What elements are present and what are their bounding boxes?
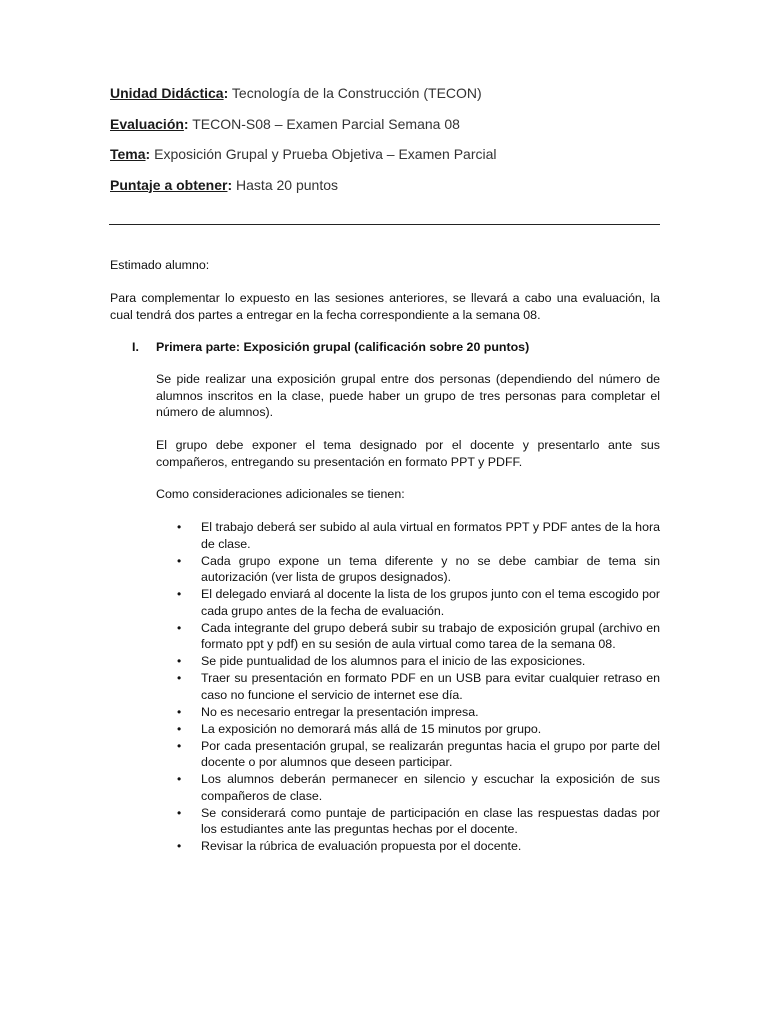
list-item [177,721,660,738]
document-header [110,84,670,206]
considerations-lead: Como consideraciones adicionales se tienen: [156,487,405,501]
bullet-icon: • [177,805,182,820]
list-item-text: Por cada presentación grupal, se realizarán preguntas hacia el grupo por parte del docente o por alumnos que deseen participar. [201,738,660,769]
bullet-icon: • [177,704,182,719]
header-row-puntaje [110,176,670,207]
bullet-icon: • [177,721,182,736]
bullet-icon: • [177,738,182,753]
header-divider [109,224,660,225]
list-item-text: No es necesario entregar la presentación impresa. [201,704,479,719]
puntaje-value: Hasta 20 puntos [232,176,338,193]
list-item [177,704,660,721]
section-paragraph-2: El grupo debe exponer el tema designado por el docente y presentarlo ante sus compañeros, entregando su presentación en formato PPT y PDFF. [156,438,660,469]
list-item-text: Se considerará como puntaje de participación en clase las respuestas dadas por los estudiantes ante las preguntas hechas por el docente. [201,805,660,836]
list-item [177,519,660,552]
list-item-text: Los alumnos deberán permanecer en silencio y escuchar la exposición de sus compañeros de clase. [201,772,660,803]
list-item [177,653,660,670]
bullet-icon: • [177,520,182,534]
list-item-text: Cada integrante del grupo deberá subir su trabajo de exposición grupal (archivo en formato ppt y pdf) en su sesión de aula virtual como tarea de la semana 08. [201,620,660,651]
tema-label: Tema [110,146,146,162]
list-item [177,586,660,619]
bullet-icon: • [177,587,182,601]
bullet-icon: • [177,620,182,635]
section-heading [110,339,660,356]
list-item [177,771,660,804]
intro-paragraph: Para complementar lo expuesto en las sesiones anteriores, se llevará a cabo una evaluación, la cual tendrá dos partes a entregar en la fecha correspondiente a la semana 08. [110,291,660,322]
evaluacion-value: TECON-S08 – Examen Parcial Semana 08 [188,115,460,132]
list-item-text: Traer su presentación en formato PDF en un USB para evitar cualquier retraso en caso no funcione el servicio de internet ese día. [201,671,660,702]
list-item [177,553,660,586]
puntaje-colon: : [227,176,233,193]
evaluacion-label: Evaluación [110,115,184,132]
list-item [177,738,660,771]
list-item-text: Revisar la rúbrica de evaluación propuesta por el docente. [201,839,522,853]
evaluacion-colon: : [183,115,189,132]
section-paragraph-1: Se pide realizar una exposición grupal entre dos personas (dependiendo del número de alumnos inscritos en la clase, puede haber un grupo de tres personas para completar el número de alumnos). [156,372,660,419]
tema-colon: : [145,146,151,162]
unidad-label: Unidad Didáctica [110,85,224,101]
list-item-text: Se pide puntualidad de los alumnos para el inicio de las exposiciones. [201,654,586,668]
section-title: Primera parte: Exposición grupal (calificación sobre 20 puntos) [156,340,530,354]
bullet-icon: • [177,839,182,853]
header-row-tema [110,145,670,176]
list-item [177,838,660,855]
list-item-text: La exposición no demorará más allá de 15 minutos por grupo. [201,721,542,736]
bullet-icon: • [177,654,182,668]
list-item-text: El delegado enviará al docente la lista de los grupos junto con el tema escogido por cada grupo antes de la fecha de evaluación. [201,587,660,618]
greeting-text: Estimado alumno: [110,258,210,272]
list-item-text: El trabajo deberá ser subido al aula virtual en formatos PPT y PDF antes de la hora de clase. [201,520,660,551]
list-item [177,670,660,703]
list-item [177,805,660,838]
bullet-icon: • [177,671,182,685]
considerations-list [110,519,660,855]
section-numeral: I. [132,340,139,354]
puntaje-label: Puntaje a obtener [110,176,228,193]
unidad-value: Tecnología de la Construcción (TECON) [228,85,482,101]
document-body [110,257,660,855]
header-row-evaluacion [110,115,670,146]
list-item-text: Cada grupo expone un tema diferente y no se debe cambiar de tema sin autorización (ver lista de grupos designados). [201,553,660,584]
list-item [177,620,660,653]
tema-value: Exposición Grupal y Prueba Objetiva – Examen Parcial [150,146,497,162]
bullet-icon: • [177,772,182,786]
bullet-icon: • [177,553,182,568]
header-row-unidad [110,84,670,115]
unidad-colon: : [223,85,229,101]
